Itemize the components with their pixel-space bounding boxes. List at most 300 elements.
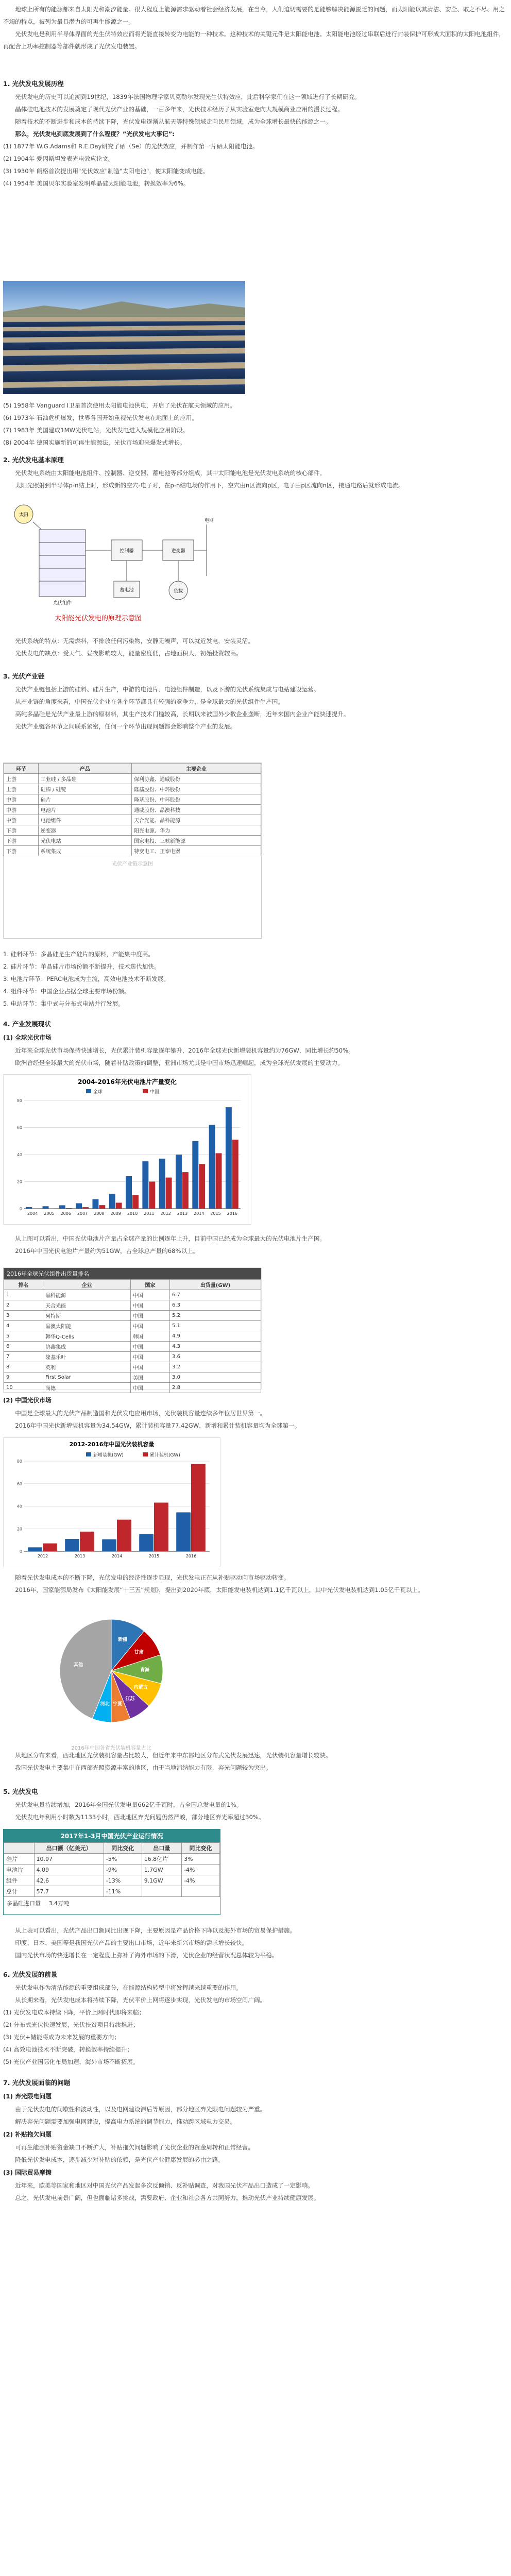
solar-farm-photo — [3, 281, 245, 394]
table-cell: 系统集成 — [38, 846, 131, 856]
bar — [166, 1178, 172, 1209]
table-row — [4, 1362, 261, 1372]
table-cell: 5.2 — [170, 1311, 261, 1321]
section-outlook — [3, 1968, 508, 2068]
table-row — [4, 836, 261, 846]
status-notes — [3, 1232, 508, 1257]
bar — [216, 1153, 222, 1209]
sub-title: (2) 补贴拖欠问题 — [3, 2131, 52, 2138]
x-tick-label: 2015 — [148, 1554, 160, 1558]
table-cell: 下游 — [4, 836, 39, 846]
intro — [3, 3, 508, 53]
table-caption: 光伏产业链示意图 — [112, 861, 153, 867]
list-item: 5. 电站环节：集中式与分布式电站并行发展。 — [3, 1000, 125, 1007]
table-cell: 4.09 — [34, 1865, 104, 1875]
production-bar-chart — [3, 1074, 251, 1225]
industry-chain-table — [3, 762, 262, 939]
paragraph: 近年来全球光伏市场保持快速增长，光伏累计装机容量逐年攀升，2016年全球光伏新增装机容量约为76GW，同比增长约50%。 — [15, 1047, 354, 1054]
bar — [132, 1195, 139, 1209]
bar — [99, 1205, 105, 1209]
bar — [116, 1202, 122, 1209]
bar — [82, 1207, 89, 1209]
bar — [176, 1155, 182, 1209]
bar — [43, 1206, 49, 1209]
conclusion: 总之，光伏发电前景广阔，但也面临诸多挑战，需要政府、企业和社会各方共同努力，推动光伏产业持续健康发展。 — [15, 2194, 320, 2201]
x-tick-label: 2014 — [194, 1211, 205, 1216]
table-header-cell: 排名 — [4, 1280, 43, 1290]
event-item: (6) 1973年 石油危机爆发，世界各国开始重视光伏发电在地面上的应用。 — [3, 414, 198, 421]
status-notes-2 — [3, 1571, 508, 1596]
table-row — [4, 1875, 220, 1886]
table-cell — [182, 1886, 220, 1897]
paragraph: 2016年中国光伏新增装机容量为34.54GW，累计装机容量77.42GW，新增和累计装机容量均为全球第一。 — [15, 1422, 301, 1429]
paragraph: 由于光伏发电的间歇性和波动性，以及电网建设滞后等原因，部分地区弃光限电问题较为严重。 — [15, 2106, 266, 2113]
y-tick-label: 40 — [16, 1153, 22, 1157]
table-cell: 尚德 — [43, 1383, 131, 1393]
inverter-label: 逆变器 — [171, 549, 185, 554]
paragraph: 高纯多晶硅是光伏产业最上游的原材料，其生产技术门槛较高，长期以来被国外少数企业垄断，近年来国内企业产能快速提升。 — [15, 710, 350, 718]
table-cell: 中游 — [4, 805, 39, 815]
capacity-bar-chart — [3, 1437, 220, 1567]
table-cell: 42.6 — [34, 1875, 104, 1886]
table-cell: 总计 — [4, 1886, 35, 1897]
x-tick-label: 2014 — [111, 1554, 123, 1558]
question-line: 那么，光伏发电到底发展到了什么程度？”光伏发电大事记”: — [15, 130, 175, 138]
bar — [43, 1544, 57, 1551]
paragraph: 从上表可以看出，光伏产品出口额同比出现下降，主要原因是产品价格下降以及海外市场的贸易保护措施。 — [15, 1927, 296, 1934]
paragraph: 解决弃光问题需要加强电网建设，提高电力系统的调节能力，推动跨区域电力交易。 — [15, 2118, 236, 2125]
table-cell: 10 — [4, 1383, 43, 1393]
table-header-cell — [4, 1843, 35, 1854]
x-tick-label: 2009 — [110, 1211, 121, 1216]
paragraph: 2016年，国家能源局发布《太阳能发展“十三五”规划》，提出到2020年底，太阳能发电装机达到1.1亿千瓦以上，其中光伏发电装机达到1.05亿千瓦以上。 — [15, 1586, 424, 1594]
event-item: (7) 1983年 美国建成1MW光伏电站，光伏发电进入规模化应用阶段。 — [3, 427, 189, 434]
bar — [159, 1159, 165, 1209]
chart-title: 2004-2016年光伏电池片产量变化 — [78, 1078, 177, 1086]
list-item: 1. 硅料环节：多晶硅是生产硅片的原料，产能集中度高。 — [3, 951, 154, 958]
table-row — [4, 805, 261, 815]
bar — [49, 1208, 55, 1209]
table-cell: 3.2 — [170, 1362, 261, 1372]
table-cell: 电池片 — [38, 805, 131, 815]
table-cell: 中国 — [130, 1352, 169, 1362]
table-header-cell: 出口额（亿美元） — [34, 1843, 104, 1854]
table-cell: 天合光能 — [43, 1300, 131, 1311]
bar — [176, 1512, 191, 1551]
x-tick-label: 2004 — [27, 1211, 38, 1216]
table-cell: 3.0 — [170, 1372, 261, 1383]
table-cell: 中国 — [130, 1342, 169, 1352]
pie-caption: 2016年中国各省光伏装机容量占比 — [71, 1745, 151, 1751]
list-item: 3. 电池片环节：PERC电池成为主流，高效电池技术不断发展。 — [3, 975, 169, 982]
table-cell: 10.97 — [34, 1854, 104, 1865]
pie-label: 河北 — [100, 1701, 110, 1707]
table-cell: 4 — [4, 1321, 43, 1331]
table-cell: -13% — [104, 1875, 142, 1886]
chart-title: 2012-2016年中国光伏装机容量 — [69, 1441, 155, 1448]
x-tick-label: 2010 — [127, 1211, 138, 1216]
chain-bullets — [3, 948, 508, 1010]
paragraph: 光伏产业链各环节之间联系紧密，任何一个环节出现问题都会影响整个产业的发展。 — [15, 723, 236, 730]
legend-swatch — [143, 1089, 148, 1093]
table-cell: -4% — [182, 1875, 220, 1886]
table-cell: 晶澳太阳能 — [43, 1321, 131, 1331]
table-row — [4, 1372, 261, 1383]
export-notes — [3, 1924, 508, 1961]
panel-label: 光伏组件 — [53, 601, 72, 606]
bar — [139, 1534, 154, 1551]
x-tick-label: 2016 — [185, 1554, 197, 1558]
bar — [182, 1172, 189, 1209]
table-cell: 5.1 — [170, 1321, 261, 1331]
y-tick-label: 80 — [16, 1459, 22, 1464]
table-row — [4, 1311, 261, 1321]
table-cell: 6.3 — [170, 1300, 261, 1311]
bar — [102, 1539, 116, 1551]
bar — [154, 1503, 168, 1551]
bar — [209, 1125, 215, 1209]
pie-label: 宁夏 — [113, 1701, 123, 1707]
events-continued — [3, 399, 508, 449]
x-tick-label: 2005 — [44, 1211, 55, 1216]
table-row — [4, 774, 261, 784]
list-item: (1) 光伏发电成本持续下降，平价上网时代即将来临； — [3, 2009, 145, 2016]
bar — [59, 1205, 65, 1209]
x-tick-label: 2011 — [144, 1211, 155, 1216]
table-cell: 中国 — [130, 1321, 169, 1331]
paragraph: 从地区分布来看，西北地区光伏装机容量占比较大，但近年来中东部地区分布式光伏发展迅速，光伏装机容量增长较快。 — [15, 1752, 332, 1759]
table-header-cell: 出口量 — [142, 1843, 181, 1854]
table-cell: 中国 — [130, 1290, 169, 1300]
event-item: (8) 2004年 德国实施新的可再生能源法，光伏市场迎来爆发式增长。 — [3, 439, 186, 446]
section-china-market — [3, 1394, 508, 1432]
list-item: (2) 分布式光伏快速发展，光伏扶贫项目持续推进； — [3, 2021, 139, 2028]
table-cell — [142, 1886, 181, 1897]
bar — [199, 1164, 205, 1209]
paragraph: 光伏产业链包括上游的硅料、硅片生产，中游的电池片、电池组件制造，以及下游的光伏系统集成与电站建设运营。 — [15, 686, 320, 693]
paragraph: 近年来，欧美等国家和地区对中国光伏产品发起多次反倾销、反补贴调查，对我国光伏产品出口造成了一定影响。 — [15, 2182, 314, 2189]
list-item: (4) 高效电池技术不断突破，转换效率持续提升； — [3, 2046, 133, 2053]
list-item: (3) 光伏+储能将成为未来发展的重要方向； — [3, 2033, 120, 2041]
pie-label: 其他 — [74, 1662, 83, 1668]
table-cell: 隆基股份、中环股份 — [132, 794, 261, 805]
table-header-cell: 主要企业 — [132, 764, 261, 774]
bar — [76, 1204, 82, 1209]
table-cell: 特变电工、正泰电器 — [132, 846, 261, 856]
table-header-cell: 企业 — [43, 1280, 131, 1290]
intro-paragraph: 地球上所有的能源都来自太阳光和潮汐能量。很大程度上能源需求驱动着社会经济发展，在当今，人们迫切需要的是能够解决能源匮乏的问题，而太阳能以其清洁、安全、取之不尽、用之不竭的特点，被列为最具潜力的可再生能源之一。 — [3, 6, 505, 25]
controller-label: 控制器 — [120, 549, 134, 554]
pie-label: 青海 — [140, 1667, 149, 1673]
paragraph: 可再生能源补贴资金缺口不断扩大，补贴拖欠问题影响了光伏企业的资金周转和正常经营。 — [15, 2144, 254, 2151]
table-row — [4, 846, 261, 856]
section-challenges — [3, 2076, 508, 2204]
table-header-cell: 同比变化 — [104, 1843, 142, 1854]
table-cell: 通威股份、晶澳科技 — [132, 805, 261, 815]
table-cell: 中国 — [130, 1362, 169, 1372]
bar — [117, 1520, 131, 1551]
stat-note-label: 多晶硅进口量 — [7, 1900, 41, 1907]
y-tick-label: 60 — [16, 1125, 22, 1130]
table-cell: 6.7 — [170, 1290, 261, 1300]
table-header-cell: 国家 — [130, 1280, 169, 1290]
table-cell: 上游 — [4, 784, 39, 794]
paragraph: 晶体硅电池技术的发展奠定了现代光伏产业的基础，一百多年来，光伏技术经历了从实验室走向大规模商业应用的漫长过程。 — [15, 106, 344, 113]
y-tick-label: 0 — [19, 1549, 22, 1554]
legend-label: 中国 — [150, 1090, 160, 1095]
bar — [226, 1107, 232, 1209]
y-tick-label: 60 — [16, 1481, 22, 1486]
section-status — [3, 1018, 508, 1069]
table-cell: 阿特斯 — [43, 1311, 131, 1321]
x-tick-label: 2008 — [94, 1211, 105, 1216]
bar — [28, 1547, 42, 1551]
paragraph: 中国是全球最大的光伏产品制造国和光伏发电应用市场，光伏装机容量连续多年位居世界第一。 — [15, 1410, 266, 1417]
x-tick-label: 2013 — [177, 1211, 188, 1216]
x-tick-label: 2016 — [227, 1211, 238, 1216]
table-row — [4, 1865, 220, 1875]
bar — [232, 1140, 239, 1209]
legend-label: 新增装机(GW) — [93, 1453, 124, 1458]
x-tick-label: 2012 — [160, 1211, 171, 1216]
table-cell: 3 — [4, 1311, 43, 1321]
table-cell: 下游 — [4, 825, 39, 836]
table-cell: 9 — [4, 1372, 43, 1383]
table-cell: 逆变器 — [38, 825, 131, 836]
table-header-cell: 同比变化 — [182, 1843, 220, 1854]
table-cell: 隆基乐叶 — [43, 1352, 131, 1362]
table-cell: 美国 — [130, 1372, 169, 1383]
section-industry-chain — [3, 670, 508, 733]
paragraph: 光伏发电年利用小时数为1133小时，西北地区弃光问题仍然严峻，部分地区弃光率超过30%。 — [15, 1814, 265, 1821]
distribution-notes — [3, 1749, 508, 1774]
y-tick-label: 20 — [16, 1179, 22, 1184]
table-cell: 3% — [182, 1854, 220, 1865]
intro-paragraph: 光伏发电是利用半导体界面的光生伏特效应而将光能直接转变为电能的一种技术。这种技术的关键元件是太阳能电池。太阳能电池经过串联后进行封装保护可形成大面积的太阳电池组件，再配合上功率控制器等部件就形成了光伏发电装置。 — [3, 30, 505, 50]
table-cell: 硅片 — [38, 794, 131, 805]
section-history — [3, 77, 508, 190]
y-tick-label: 40 — [16, 1504, 22, 1509]
paragraph: 光伏发电的历史可以追溯到19世纪，1839年法国物理学家贝克勒尔发现光生伏特效应，此后科学家们在这一领域进行了长期研究。 — [15, 93, 361, 100]
bar — [126, 1176, 132, 1209]
table-cell: 光伏电站 — [38, 836, 131, 846]
paragraph: 光伏发电系统由太阳能电池组件、控制器、逆变器、蓄电池等部分组成，其中太阳能电池是光伏发电系统的核心部件。 — [15, 469, 326, 477]
table-row — [4, 825, 261, 836]
paragraph: 降低光伏发电成本，逐步减少对补贴的依赖，是光伏产业健康发展的必由之路。 — [15, 2156, 224, 2163]
table-cell: 保利协鑫、通威股份 — [132, 774, 261, 784]
load-label: 负载 — [173, 589, 183, 594]
ranking-table — [3, 1267, 262, 1392]
bar — [92, 1199, 98, 1209]
table-cell: 国家电投、三峡新能源 — [132, 836, 261, 846]
export-stat-table — [3, 1829, 220, 1915]
table-cell: First Solar — [43, 1372, 131, 1383]
table-cell: 5 — [4, 1331, 43, 1342]
table-cell: -11% — [104, 1886, 142, 1897]
table-cell: 电池组件 — [38, 815, 131, 825]
table-cell: 4.9 — [170, 1331, 261, 1342]
table-cell: 天合光能、晶科能源 — [132, 815, 261, 825]
table-cell: 英利 — [43, 1362, 131, 1372]
pie-label: 甘肃 — [134, 1650, 144, 1655]
table-row — [4, 1352, 261, 1362]
sub-title: (3) 国际贸易摩擦 — [3, 2169, 52, 2176]
x-tick-label: 2006 — [60, 1211, 71, 1216]
table-row — [4, 1331, 261, 1342]
paragraph: 光伏发电量持续增加，2016年全国光伏发电量662亿千瓦时，占全国总发电量的1%。 — [15, 1801, 243, 1808]
x-tick-label: 2013 — [74, 1554, 86, 1558]
bar — [109, 1194, 115, 1209]
table-cell: 9.1GW — [142, 1875, 181, 1886]
list-item: 4. 组件环节：中国企业占据全球主要市场份额。 — [3, 988, 130, 995]
section-title: 4. 产业发展现状 — [3, 1020, 51, 1028]
table-cell: 硅棒 / 硅锭 — [38, 784, 131, 794]
paragraph: 国内光伏市场的快速增长在一定程度上弥补了海外市场的下滑，光伏企业的经营状况总体较为平稳。 — [15, 1952, 278, 1959]
battery-label: 蓄电池 — [120, 588, 134, 593]
paragraph: 从上图可以看出，中国光伏电池片产量占全球产量的比例逐年上升，目前中国已经成为全球最大的光伏电池片生产国。 — [15, 1235, 326, 1242]
table-cell: 中游 — [4, 815, 39, 825]
table-cell: 上游 — [4, 774, 39, 784]
pie-label: 江苏 — [125, 1696, 135, 1702]
legend-label: 累计装机(GW) — [150, 1453, 180, 1458]
list-item: (5) 光伏产业国际化布局加速，海外市场不断拓展。 — [3, 2058, 139, 2065]
table-cell: 阳光电源、华为 — [132, 825, 261, 836]
table-cell: 硅片 — [4, 1854, 35, 1865]
province-pie-chart — [3, 1610, 219, 1751]
table-cell: 晶科能源 — [43, 1290, 131, 1300]
pv-principle-diagram — [3, 494, 214, 628]
bar — [192, 1141, 198, 1209]
principle-notes — [3, 635, 508, 659]
section-generation — [3, 1785, 508, 1823]
x-tick-label: 2012 — [37, 1554, 48, 1558]
table-cell: 下游 — [4, 846, 39, 856]
table-row — [4, 1321, 261, 1331]
table-cell: 组件 — [4, 1875, 35, 1886]
sun-label: 太阳 — [19, 513, 29, 518]
y-tick-label: 0 — [19, 1207, 22, 1211]
table-cell: 3.6 — [170, 1352, 261, 1362]
table-cell: -5% — [104, 1854, 142, 1865]
table-cell: 8 — [4, 1362, 43, 1372]
event-item: (3) 1930年 朗格首次提出用"光伏效应"制造"太阳电池"，使太阳能变成电能。 — [3, 167, 209, 175]
table-cell: 韩华Q-Cells — [43, 1331, 131, 1342]
section-title: 7. 光伏发展面临的问题 — [3, 2079, 71, 2087]
bar — [142, 1161, 148, 1209]
stat-note-value: 3.4万吨 — [48, 1900, 69, 1907]
table-header-cell: 出货量(GW) — [170, 1280, 261, 1290]
table-cell: 4.3 — [170, 1342, 261, 1352]
bar — [66, 1208, 72, 1209]
table-row — [4, 1342, 261, 1352]
event-item: (1) 1877年 W.G.Adams和 R.E.Day研究了硒（Se）的光伏效应，并制作第一片硒太阳能电池。 — [3, 143, 259, 150]
bar — [65, 1539, 79, 1551]
legend-swatch — [86, 1089, 91, 1093]
paragraph: 随着光伏发电成本的不断下降，光伏发电的经济性逐步显现，光伏发电正在从补贴驱动向市场驱动转变。 — [15, 1574, 290, 1581]
table-cell: -9% — [104, 1865, 142, 1875]
paragraph: 太阳光照射到半导体p-n结上时，形成新的空穴-电子对，在p-n结电场的作用下，空穴由n区流向p区，电子由p区流向n区，接通电路后就形成电流。 — [15, 482, 404, 489]
table-cell: 工业硅 / 多晶硅 — [38, 774, 131, 784]
event-item: (2) 1904年 爱因斯坦发表光电效应论文。 — [3, 155, 114, 162]
diagram-caption: 太阳能光伏发电的原理示意图 — [55, 615, 142, 622]
event-item: (5) 1958年 Vanguard I卫星首次使用太阳能电池供电，开启了光伏在航天领域的应用。 — [3, 402, 236, 409]
table-header-cell: 环节 — [4, 764, 39, 774]
bar — [149, 1182, 155, 1209]
x-tick-label: 2015 — [210, 1211, 221, 1216]
section-title: 3. 光伏产业链 — [3, 672, 45, 680]
section-title: 6. 光伏发展的前景 — [3, 1971, 58, 1978]
table-row — [4, 1886, 220, 1897]
table-cell: 2 — [4, 1300, 43, 1311]
event-item: (4) 1954年 美国贝尔实验室发明单晶硅太阳能电池，转换效率为6%。 — [3, 180, 190, 187]
section-title: 1. 光伏发电发展历程 — [3, 80, 64, 88]
sub-title: (2) 中国光伏市场 — [3, 1397, 52, 1404]
legend-swatch — [86, 1452, 91, 1456]
table-cell: 中游 — [4, 794, 39, 805]
table-cell: 韩国 — [130, 1331, 169, 1342]
paragraph: 光伏发电的缺点：受天气、昼夜影响较大，能量密度低，占地面积大，初始投资较高。 — [15, 650, 242, 657]
bar — [26, 1207, 32, 1209]
ranking-title: 2016年全球光伏组件出货量排名 — [4, 1268, 261, 1279]
paragraph: 随着技术的不断进步和成本的持续下降，光伏发电逐渐从航天等特殊领域走向民用领域，成为全球增长最快的能源之一。 — [15, 118, 332, 125]
table-cell: 6 — [4, 1342, 43, 1352]
table-cell: 隆基股份、中环股份 — [132, 784, 261, 794]
grid-label: 电网 — [204, 518, 214, 523]
pie-label: 新疆 — [118, 1637, 128, 1642]
table-row — [4, 1290, 261, 1300]
table-row — [4, 815, 261, 825]
paragraph: 光伏发电作为清洁能源的重要组成部分，在能源结构转型中将发挥越来越重要的作用。 — [15, 1984, 242, 1991]
table-cell: 2.8 — [170, 1383, 261, 1393]
table-row — [4, 1300, 261, 1311]
paragraph: 光伏系统的特点：无需燃料，不排放任何污染物，安静无噪声，可以就近发电，安装灵活。 — [15, 637, 254, 645]
table-row — [4, 1383, 261, 1393]
table-cell: 1.7GW — [142, 1865, 181, 1875]
legend-label: 全球 — [93, 1090, 103, 1095]
table-cell: 中国 — [130, 1383, 169, 1393]
table-row — [4, 794, 261, 805]
y-tick-label: 80 — [16, 1098, 22, 1103]
table-row — [4, 784, 261, 794]
bar — [80, 1532, 94, 1551]
table-cell: 1 — [4, 1290, 43, 1300]
table-cell: 16.8亿片 — [142, 1854, 181, 1865]
table-cell: 中国 — [130, 1311, 169, 1321]
paragraph: 从长期来看，光伏发电成本将持续下降，光伏平价上网将逐步实现，光伏发电的市场空间广阔。 — [15, 1996, 266, 2004]
list-item: 2. 硅片环节：单晶硅片市场份额不断提升，技术迭代加快。 — [3, 963, 160, 970]
paragraph: 欧洲曾经是全球最大的光伏市场，随着补贴政策的调整，亚洲市场尤其是中国市场迅速崛起，成为全球光伏发展的主要动力。 — [15, 1059, 344, 1066]
sub-title: (1) 弃光限电问题 — [3, 2093, 52, 2100]
legend-swatch — [143, 1452, 148, 1456]
paragraph: 我国光伏发电主要集中在西部光照资源丰富的地区，由于当地消纳能力有限，弃光问题较为突出。 — [15, 1764, 272, 1771]
section-principle — [3, 453, 508, 492]
stat-title: 2017年1-3月中国光伏产业运行情况 — [4, 1829, 220, 1842]
sub-title: (1) 全球光伏市场 — [3, 1034, 52, 1041]
section-title: 5. 光伏发电 — [3, 1788, 38, 1795]
table-cell: 协鑫集成 — [43, 1342, 131, 1352]
paragraph: 印度、日本、美国等是我国光伏产品的主要出口市场，近年来新兴市场的需求增长较快。 — [15, 1939, 248, 1946]
table-cell: 中国 — [130, 1300, 169, 1311]
x-tick-label: 2007 — [77, 1211, 88, 1216]
table-cell: -4% — [182, 1865, 220, 1875]
table-cell: 7 — [4, 1352, 43, 1362]
table-row — [4, 1854, 220, 1865]
section-title: 2. 光伏发电基本原理 — [3, 456, 64, 464]
table-cell: 电池片 — [4, 1865, 35, 1875]
table-cell: 57.7 — [34, 1886, 104, 1897]
paragraph: 从产业链的角度来看，中国光伏企业在各个环节都具有较强的竞争力，是全球最大的光伏组件生产国。 — [15, 698, 284, 705]
bar — [191, 1464, 206, 1551]
